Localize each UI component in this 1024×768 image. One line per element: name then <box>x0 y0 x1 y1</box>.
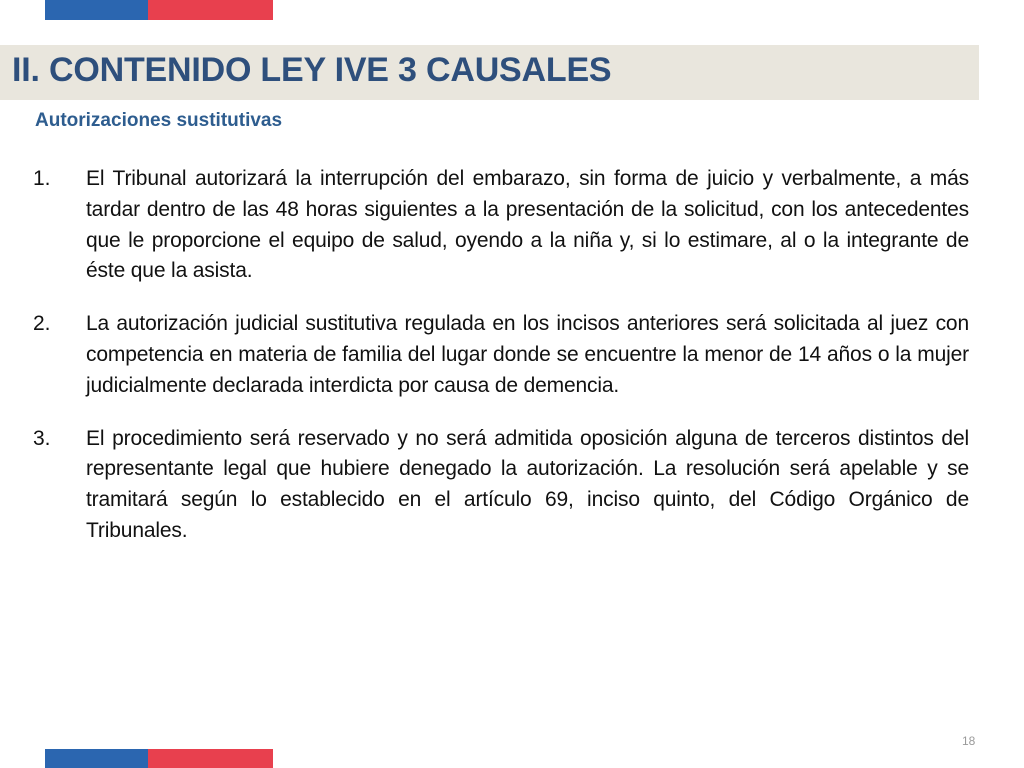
list-item-text: El procedimiento será reservado y no será admitida oposición alguna de terceros distintos del representante legal que hubiere denegado la autorización. La resolución será apelable y se tramitará según lo establecido en el artículo 69, inciso quinto, del Código Orgánico de Tribunales. <box>86 426 969 542</box>
flag-red-segment <box>148 0 273 20</box>
title-band <box>0 45 979 100</box>
page-number: 18 <box>962 734 976 748</box>
list-item <box>33 164 969 287</box>
list-item-number: 1. <box>33 167 51 190</box>
list-item-number: 3. <box>33 426 51 450</box>
top-flag-bar <box>45 0 273 20</box>
flag-blue-segment <box>45 749 148 768</box>
numbered-list <box>33 164 969 569</box>
list-item-text: El Tribunal autorizará la interrupción del embarazo, sin forma de juicio y verbalmente, a más tardar dentro de las 48 horas siguientes a la presentación de la solicitud, con los antecedentes que le proporcione el equipo de salud, oyendo a la niña y, si lo estimare, al o la integrante de éste que la asista. <box>86 167 969 283</box>
list-item <box>33 309 969 401</box>
slide-subtitle: Autorizaciones sustitutivas <box>35 110 283 131</box>
bottom-flag-bar <box>45 749 273 768</box>
slide-title: II. CONTENIDO LEY IVE 3 CAUSALES <box>12 51 612 89</box>
list-item-text: La autorización judicial sustitutiva regulada en los incisos anteriores será solicitada al juez con competencia en materia de familia del lugar donde se encuentre la menor de 14 años o la mujer judicialmente declarada interdicta por causa de demencia. <box>86 312 969 397</box>
flag-blue-segment <box>45 0 148 20</box>
flag-red-segment <box>148 749 273 768</box>
list-item-number: 2. <box>33 312 51 336</box>
list-item <box>33 424 969 547</box>
